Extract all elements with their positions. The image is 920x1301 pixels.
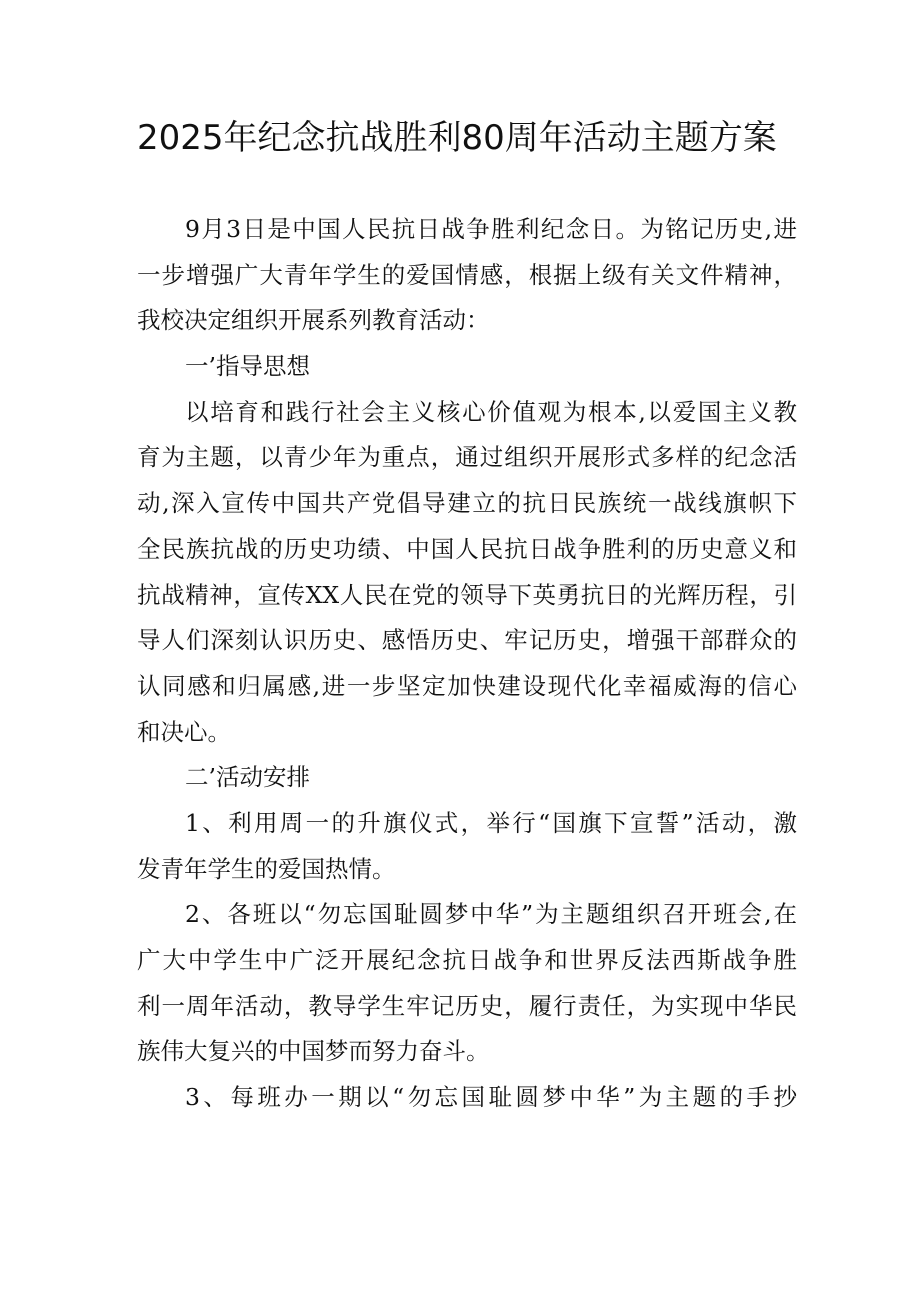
list-item-line: 2、各班以“勿忘国耻圆梦中华”为主题组织召开班会,在 [185, 900, 797, 929]
list-item-line: 3、每班办一期以“勿忘国耻圆梦中华”为主题的手抄 [185, 1083, 797, 1112]
paragraph-line: 动,深入宣传中国共产党倡导建立的抗日民族统一战线旗帜下 [137, 489, 797, 518]
list-item-line: 族伟大复兴的中国梦而努力奋斗。 [137, 1037, 490, 1066]
list-item-line: 发青年学生的爱国热情。 [137, 854, 396, 883]
paragraph-line: 9月3日是中国人民抗日战争胜利纪念日。为铭记历史,进 [185, 215, 797, 243]
paragraph-line: 认同感和归属感,进一步坚定加快建设现代化幸福威海的信心 [137, 671, 797, 700]
section-heading: 二’活动安排 [185, 763, 310, 792]
paragraph-line: 育为主题，以青少年为重点，通过组织开展形式多样的纪念活 [137, 443, 797, 472]
paragraph-line: 全民族抗战的历史功绩、中国人民抗日战争胜利的历史意义和 [137, 534, 797, 563]
paragraph-line: 抗战精神，宣传XX人民在党的领导下英勇抗日的光辉历程，引 [137, 580, 797, 609]
list-item-line: 广大中学生中广泛开展纪念抗日战争和世界反法西斯战争胜 [137, 946, 797, 974]
paragraph-line: 和决心。 [137, 717, 231, 746]
document-body [137, 207, 797, 1121]
section-heading: 一’指导思想 [185, 352, 310, 381]
document-title: 2025年纪念抗战胜利80周年活动主题方案 [137, 118, 777, 158]
paragraph-line: 一步增强广大青年学生的爱国情感，根据上级有关文件精神， [137, 260, 797, 289]
list-item-line: 1、利用周一的升旗仪式，举行“国旗下宣誓”活动，激 [185, 808, 797, 837]
paragraph-line: 以培育和践行社会主义核心价值观为根本,以爱国主义教 [185, 397, 797, 426]
list-item-line: 利一周年活动，教导学生牢记历史，履行责任，为实现中华民 [137, 991, 797, 1020]
paragraph-line: 我校决定组织开展系列教育活动： [137, 306, 490, 335]
paragraph-line: 导人们深刻认识历史、感悟历史、牢记历史，增强干部群众的 [137, 626, 797, 655]
